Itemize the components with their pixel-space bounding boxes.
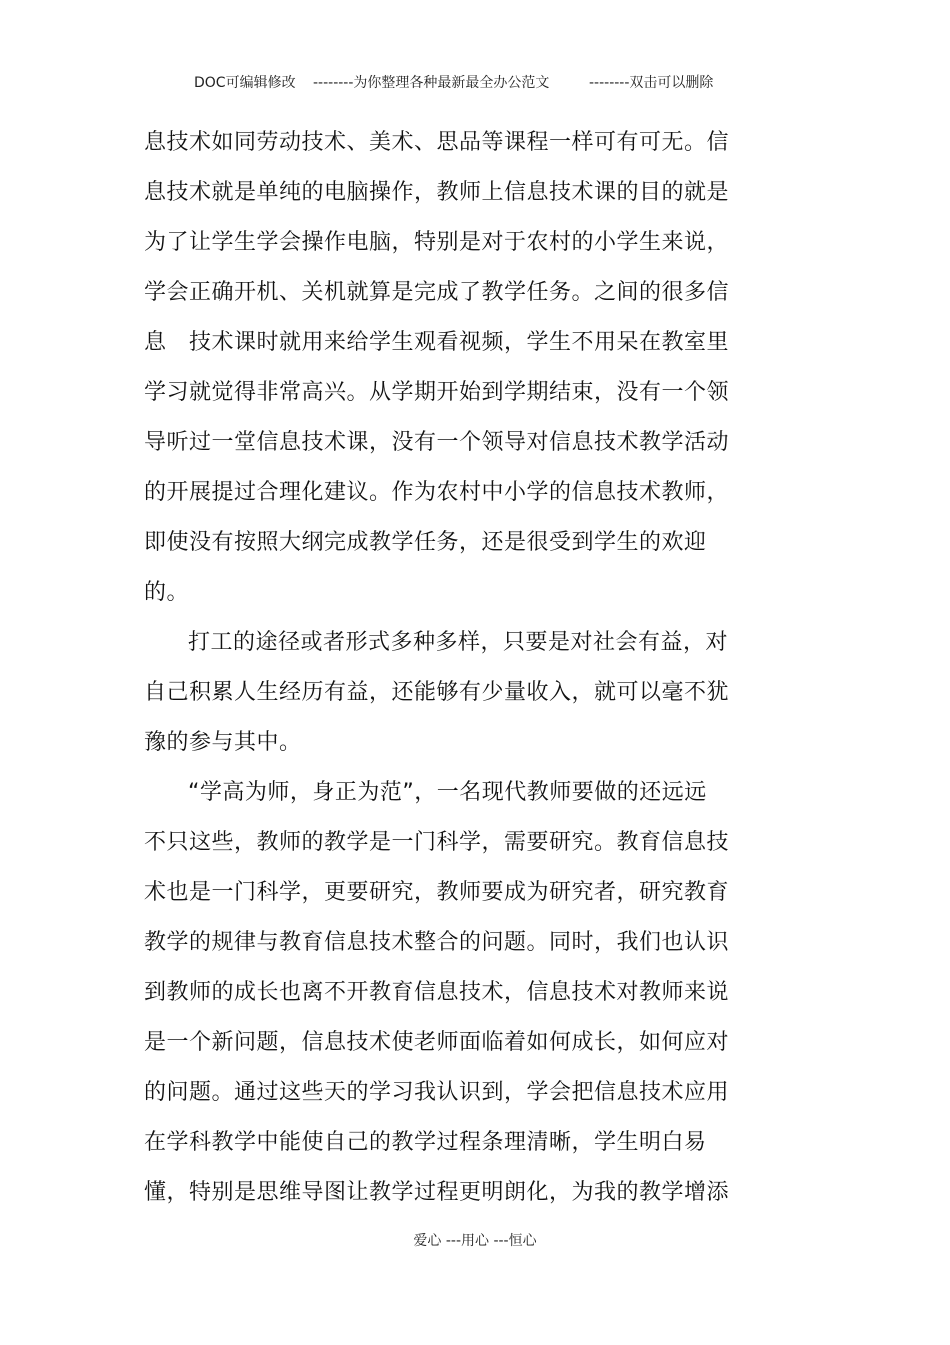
body-line: 术也是一门科学，更要研究，教师要成为研究者，研究教育 bbox=[144, 880, 730, 905]
paragraph-first-line: “学高为师，身正为范”，一名现代教师要做的还远远 bbox=[188, 780, 707, 805]
body-line: 为了让学生学会操作电脑，特别是对于农村的小学生来说， bbox=[144, 230, 730, 255]
body-line: 不只这些，教师的教学是一门科学，需要研究。教育信息技 bbox=[144, 830, 730, 855]
paragraph-first-line: 打工的途径或者形式多种多样，只要是对社会有益，对 bbox=[188, 630, 729, 655]
body-line: 的问题。通过这些天的学习我认识到，学会把信息技术应用 bbox=[144, 1080, 730, 1105]
body-line: 息技术如同劳动技术、美术、思品等课程一样可有可无。信 bbox=[144, 130, 730, 155]
body-line: 即使没有按照大纲完成教学任务，还是很受到学生的欢迎 bbox=[144, 530, 707, 555]
page-footer: 爱心 ---用心 ---恒心 bbox=[413, 1233, 537, 1249]
body-line: 到教师的成长也离不开教育信息技术，信息技术对教师来说 bbox=[144, 980, 730, 1005]
body-line: 在学科教学中能使自己的教学过程条理清晰，学生明白易 bbox=[144, 1130, 707, 1155]
body-line: 息 技术课时就用来给学生观看视频，学生不用呆在教室里 bbox=[144, 330, 730, 355]
header-delete-hint: --------双击可以删除 bbox=[589, 75, 714, 91]
body-line: 的开展提过合理化建议。作为农村中小学的信息技术教师， bbox=[144, 480, 730, 505]
body-line: 是一个新问题，信息技术使老师面临着如何成长，如何应对 bbox=[144, 1030, 730, 1055]
body-line: 豫的参与其中。 bbox=[144, 730, 302, 755]
page-header bbox=[0, 72, 950, 92]
body-line: 的。 bbox=[144, 580, 190, 605]
header-tagline: --------为你整理各种最新最全办公范文 bbox=[313, 75, 550, 91]
body-line: 学会正确开机、关机就算是完成了教学任务。之间的很多信 bbox=[144, 280, 730, 305]
document-body bbox=[144, 118, 744, 1218]
body-line: 自己积累人生经历有益，还能够有少量收入，就可以毫不犹 bbox=[144, 680, 730, 705]
body-line: 导听过一堂信息技术课，没有一个领导对信息技术教学活动 bbox=[144, 430, 730, 455]
header-doc-label: DOC可编辑修改 bbox=[194, 75, 296, 91]
body-line: 息技术就是单纯的电脑操作，教师上信息技术课的目的就是 bbox=[144, 180, 730, 205]
body-line: 学习就觉得非常高兴。从学期开始到学期结束，没有一个领 bbox=[144, 380, 730, 405]
body-line: 懂，特别是思维导图让教学过程更明朗化，为我的教学增添 bbox=[144, 1180, 730, 1205]
body-line: 教学的规律与教育信息技术整合的问题。同时，我们也认识 bbox=[144, 930, 730, 955]
